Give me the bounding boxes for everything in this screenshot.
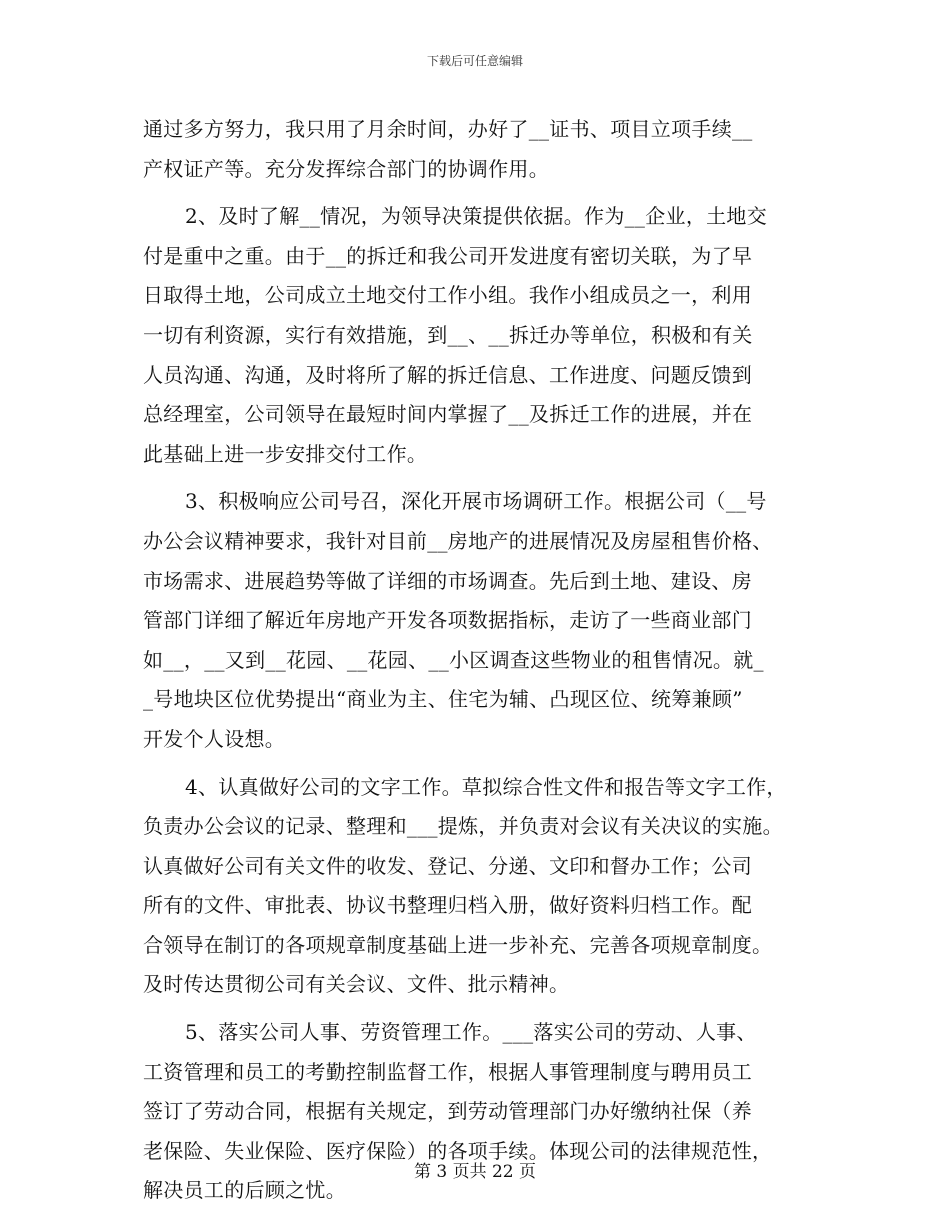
text-line: 管部门详细了解近年房地产开发各项数据指标，走访了一些商业部门 [143,608,752,633]
text-line: 办公会议精神要求，我针对目前__房地产的进展情况及房屋租售价格、 [143,528,773,553]
text-line: 解决员工的后顾之忧。 [143,1178,346,1203]
text-line: 2、及时了解__情况，为领导决策提供依据。作为__企业，土地交 [185,204,768,229]
paragraph [143,482,819,759]
text-line: 人员沟通、沟通，及时将所了解的拆迁信息、工作进度、问题反馈到 [143,362,752,387]
text-line: 日取得土地，公司成立土地交付工作小组。我作小组成员之一，利用 [143,283,752,308]
text-line: 产权证产等。充分发挥综合部门的协调作用。 [143,156,549,181]
text-line: 工资管理和员工的考勤控制监督工作，根据人事管理制度与聘用员工 [143,1059,752,1084]
text-line: 总经理室，公司领导在最短时间内掌握了__及拆迁工作的进展，并在 [143,402,753,427]
text-line: 4、认真做好公司的文字工作。草拟综合性文件和报告等文字工作， [185,774,787,799]
text-line: 5、落实公司人事、劳资管理工作。___落实公司的劳动、人事、 [185,1020,757,1045]
text-line: 负责办公会议的记录、整理和___提炼，并负责对会议有关决议的实施。 [143,814,783,839]
text-line: 老保险、失业保险、医疗保险）的各项手续。体现公司的法律规范性， [143,1138,773,1163]
text-line: 通过多方努力，我只用了月余时间，办好了__证书、项目立项手续__ [143,117,753,141]
text-line: 开发个人设想。 [143,726,286,751]
document-body [143,110,819,1211]
text-line: 签订了劳动合同，根据有关规定，到劳动管理部门办好缴纳社保（养 [143,1099,752,1124]
text-line: 3、积极响应公司号召，深化开展市场调研工作。根据公司（__号 [185,489,767,514]
text-line: 一切有利资源，实行有效措施，到__、__拆迁办等单位，积极和有关 [143,322,753,347]
text-line: 认真做好公司有关文件的收发、登记、分递、文印和督办工作；公司 [143,853,752,878]
text-line: 及时传达贯彻公司有关会议、文件、批示精神。 [143,972,570,997]
page-number-footer: 第 3 页共 22 页 [413,1162,537,1182]
text-line: 如__，__又到__花园、__花园、__小区调查这些物业的租售情况。就_ [143,647,764,672]
text-line: 此基础上进一步安排交付工作。 [143,441,428,466]
page-header: 下载后可任意编辑 [426,54,523,68]
paragraph [143,110,819,189]
paragraph [143,768,819,1006]
text-line: 付是重中之重。由于__的拆迁和我公司开发进度有密切关联，为了早 [143,243,753,268]
text-line: 合领导在制订的各项规章制度基础上进一步补充、完善各项规章制度。 [143,932,773,957]
text-line: _号地块区位优势提出“商业为主、住宅为辅、凸现区位、统筹兼顾” [143,687,743,712]
text-line: 市场需求、进展趋势等做了详细的市场调查。先后到土地、建设、房 [143,568,752,593]
text-line: 所有的文件、审批表、协议书整理归档入册，做好资料归档工作。配 [143,893,752,918]
paragraph [143,197,819,474]
